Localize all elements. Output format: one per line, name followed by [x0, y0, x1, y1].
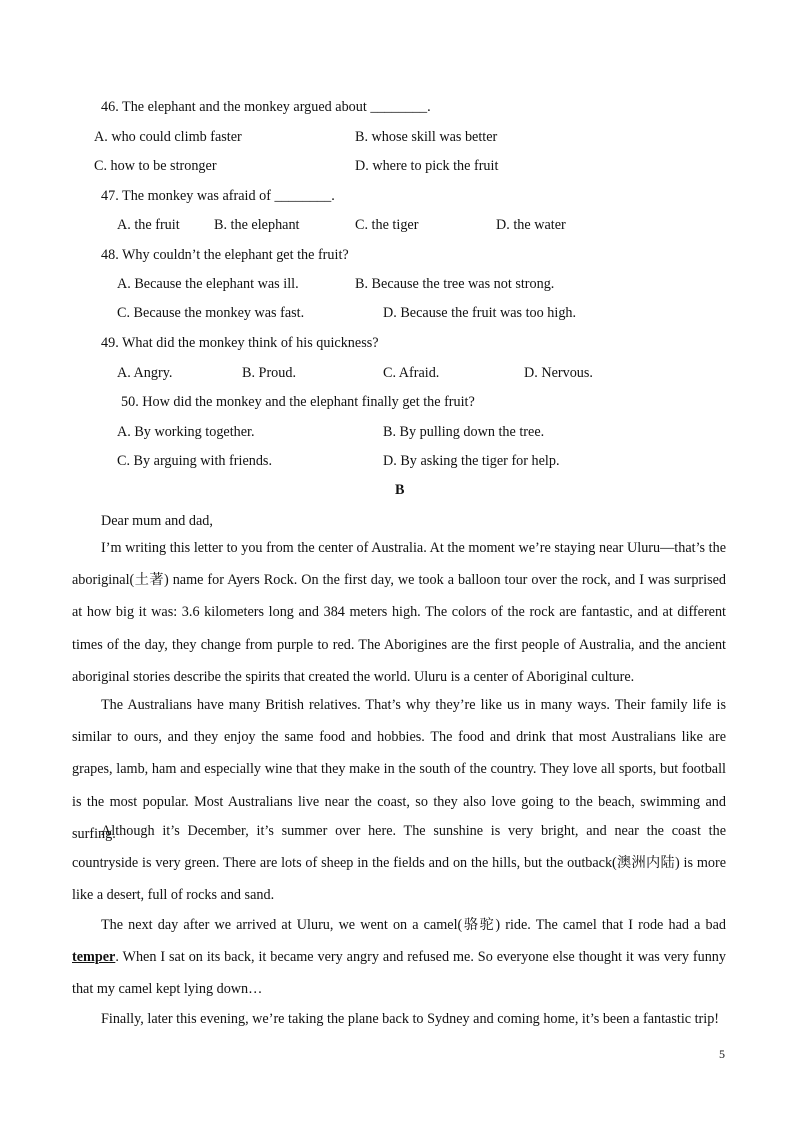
page-number: 5 [719, 1047, 725, 1061]
question-49-option-c: C. Afraid. [383, 365, 440, 381]
question-48-option-b: B. Because the tree was not strong. [355, 276, 555, 292]
question-47-option-b: B. the elephant [214, 217, 300, 233]
question-49-option-d: D. Nervous. [524, 365, 593, 381]
question-48-stem: 48. Why couldn’t the elephant get the fruit? [101, 247, 349, 263]
letter-paragraph-3 [72, 815, 726, 912]
question-46-option-d: D. where to pick the fruit [355, 158, 499, 174]
keyword-temper: temper [72, 949, 116, 966]
question-50-stem: 50. How did the monkey and the elephant finally get the fruit? [121, 394, 475, 410]
question-49-option-a: A. Angry. [117, 365, 173, 381]
question-47-option-c: C. the tiger [355, 217, 419, 233]
question-49-stem: 49. What did the monkey think of his quickness? [101, 335, 379, 351]
question-47-stem: 47. The monkey was afraid of ________. [101, 188, 335, 204]
paragraph-4-part-1: The next day after we arrived at Uluru, we went on a camel(骆驼) ride. The camel that I rode had a bad [101, 917, 726, 933]
letter-greeting: Dear mum and dad, [101, 513, 213, 529]
question-47-option-d: D. the water [496, 217, 566, 233]
letter-paragraph-3-text: Although it’s December, it’s summer over here. The sunshine is very bright, and near the coast the countryside is very green. There are lots of sheep in the fields and on the hills, but the outback(澳洲内陆) is more like a desert, full of rocks and sand. [72, 823, 726, 904]
question-46-option-b: B. whose skill was better [355, 129, 498, 145]
question-46-option-c: C. how to be stronger [94, 158, 217, 174]
question-49-option-b: B. Proud. [242, 365, 296, 381]
question-48-option-c: C. Because the monkey was fast. [117, 305, 305, 321]
letter-paragraph-2-text: The Australians have many British relatives. That’s why they’re like us in many ways. Their family life is similar to ours, and they enjoy the same food and hobbies. The food and drink that most Australians like are grapes, lamb, ham and especially wine that they make in the south of the country. They love all sports, but football is the most popular. Most Australians live near the coast, so they also love going to the beach, swimming and surfing. [72, 697, 726, 842]
question-48-option-a: A. Because the elephant was ill. [117, 276, 299, 292]
question-50-option-a: A. By working together. [117, 424, 255, 440]
question-50-option-c: C. By arguing with friends. [117, 453, 273, 469]
letter-paragraph-4-text [72, 909, 726, 1006]
letter-paragraph-5: Finally, later this evening, we’re taking the plane back to Sydney and coming home, it’s been a fantastic trip! [101, 1011, 720, 1027]
paragraph-4-part-2: . When I sat on its back, it became very angry and refused me. So everyone else thought it was very funny that my camel kept lying down… [72, 949, 726, 998]
question-46-option-a: A. who could climb faster [94, 129, 242, 145]
letter-paragraph-4 [72, 909, 726, 1006]
section-title: B [395, 482, 405, 498]
question-50-option-b: B. By pulling down the tree. [383, 424, 545, 440]
question-47-option-a: A. the fruit [117, 217, 180, 233]
letter-paragraph-1-text: I’m writing this letter to you from the center of Australia. At the moment we’re staying near Uluru—that’s the aboriginal(土著) name for Ayers Rock. On the first day, we took a balloon tour over the rock, and I was surprised at how big it was: 3.6 kilometers long and 384 meters high. The colors of the rock are fantastic, and at different times of the day, they change from purple to red. The Aborigines are the first people of Australia, and the ancient aboriginal stories describe the spirits that created the world. Uluru is a center of Aboriginal culture. [72, 540, 726, 685]
question-48-option-d: D. Because the fruit was too high. [383, 305, 577, 321]
letter-paragraph-1 [72, 532, 726, 693]
question-46-stem: 46. The elephant and the monkey argued about ________. [101, 99, 431, 115]
question-50-option-d: D. By asking the tiger for help. [383, 453, 560, 469]
